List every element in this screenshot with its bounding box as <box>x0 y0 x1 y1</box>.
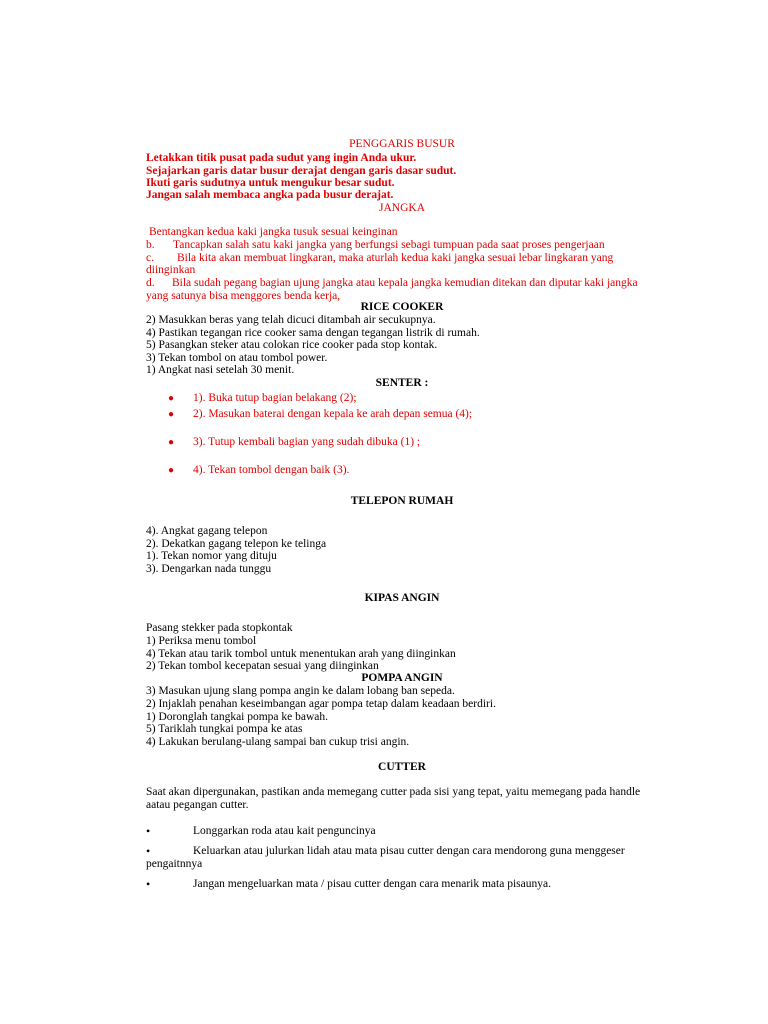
jangka-title: JANGKA <box>379 202 425 214</box>
jangka-item-b-text: Tancapkan salah satu kaki jangka yang berfungsi sebagi tumpuan pada saat proses pengerjaan <box>173 239 605 251</box>
jangka-item-c-marker: c. <box>146 252 154 264</box>
pompa-line-5: 4) Lakukan berulang-ulang sampai ban cukup trisi angin. <box>146 736 410 748</box>
jangka-item-d-cont: yang satunya bisa menggores benda kerja, <box>146 290 341 302</box>
kipas-title: KIPAS ANGIN <box>364 592 440 604</box>
senter-bullet-icon: ● <box>168 409 175 420</box>
senter-bullet-icon: ● <box>168 465 175 476</box>
kipas-line-4: 2) Tekan tombol kecepatan sesuai yang diinginkan <box>146 660 379 672</box>
cutter-item-2-cont: pengaitnnya <box>146 858 203 870</box>
pompa-line-3: 1) Doronglah tangkai pompa ke bawah. <box>146 711 329 723</box>
pompa-title: POMPA ANGIN <box>361 672 443 684</box>
senter-item-2: 2). Masukan baterai dengan kepala ke arah depan semua (4); <box>193 408 473 420</box>
busur-line-2: Sejajarkan garis datar busur derajat dengan garis dasar sudut. <box>146 165 457 177</box>
cutter-item-3: Jangan mengeluarkan mata / pisau cutter dengan cara menarik mata pisaunya. <box>193 878 551 890</box>
kipas-line-1: Pasang stekker pada stopkontak <box>146 622 293 634</box>
cutter-title: CUTTER <box>378 761 426 773</box>
cutter-intro-2: aatau pegangan cutter. <box>146 799 249 811</box>
senter-title: SENTER : <box>375 377 429 389</box>
rice-cooker-line-2: 4) Pastikan tegangan rice cooker sama dengan tegangan listrik di rumah. <box>146 327 480 339</box>
jangka-intro: Bentangkan kedua kaki jangka tusuk sesuai keinginan <box>149 226 398 238</box>
cutter-item-2: Keluarkan atau julurkan lidah atau mata pisau cutter dengan cara mendorong guna menggeser <box>193 845 625 857</box>
busur-line-4: Jangan salah membaca angka pada busur derajat. <box>146 189 394 201</box>
pompa-line-4: 5) Tariklah tungkai pompa ke atas <box>146 723 303 735</box>
rice-cooker-line-3: 5) Pasangkan steker atau colokan rice cooker pada stop kontak. <box>146 339 438 351</box>
cutter-bullet-icon: • <box>146 824 151 838</box>
kipas-line-2: 1) Periksa menu tombol <box>146 635 257 647</box>
cutter-intro-1: Saat akan dipergunakan, pastikan anda memegang cutter pada sisi yang tepat, yaitu memegang pada handle <box>146 786 641 798</box>
pompa-line-1: 3) Masukan ujung slang pompa angin ke dalam lobang ban sepeda. <box>146 685 455 697</box>
senter-item-3: 3). Tutup kembali bagian yang sudah dibuka (1) ; <box>193 436 421 448</box>
senter-item-1: 1). Buka tutup bagian belakang (2); <box>193 392 357 404</box>
jangka-item-c-cont: diinginkan <box>146 264 196 276</box>
telepon-line-4: 3). Dengarkan nada tunggu <box>146 563 272 575</box>
cutter-item-1: Longgarkan roda atau kait penguncinya <box>193 825 376 837</box>
jangka-item-d-marker: d. <box>146 277 155 289</box>
telepon-line-2: 2). Dekatkan gagang telepon ke telinga <box>146 538 327 550</box>
telepon-line-3: 1). Tekan nomor yang dituju <box>146 550 277 562</box>
cutter-bullet-icon: • <box>146 877 151 891</box>
jangka-item-b-marker: b. <box>146 239 155 251</box>
cutter-bullet-icon: • <box>146 844 151 858</box>
rice-cooker-line-1: 2) Masukkan beras yang telah dicuci ditambah air secukupnya. <box>146 314 436 326</box>
jangka-item-d-text: Bila sudah pegang bagian ujung jangka atau kepala jangka kemudian ditekan dan diputar kaki jangka <box>172 277 638 289</box>
senter-bullet-icon: ● <box>168 437 175 448</box>
rice-cooker-title: RICE COOKER <box>360 301 444 313</box>
senter-bullet-icon: ● <box>168 393 175 404</box>
senter-item-4: 4). Tekan tombol dengan baik (3). <box>193 464 350 476</box>
telepon-title: TELEPON RUMAH <box>350 495 454 507</box>
jangka-item-c-text: Bila kita akan membuat lingkaran, maka aturlah kedua kaki jangka sesuai lebar lingkaran yang <box>177 252 614 264</box>
rice-cooker-line-4: 3) Tekan tombol on atau tombol power. <box>146 352 328 364</box>
pompa-line-2: 2) Injaklah penahan keseimbangan agar pompa tetap dalam keadaan berdiri. <box>146 698 496 710</box>
telepon-line-1: 4). Angkat gagang telepon <box>146 525 268 537</box>
busur-line-3: Ikuti garis sudutnya untuk mengukur besar sudut. <box>146 177 395 189</box>
busur-title: PENGGARIS BUSUR <box>349 138 455 150</box>
rice-cooker-line-5: 1) Angkat nasi setelah 30 menit. <box>146 364 295 376</box>
kipas-line-3: 4) Tekan atau tarik tombol untuk menentukan arah yang diinginkan <box>146 648 456 660</box>
busur-line-1: Letakkan titik pusat pada sudut yang ingin Anda ukur. <box>146 152 417 164</box>
